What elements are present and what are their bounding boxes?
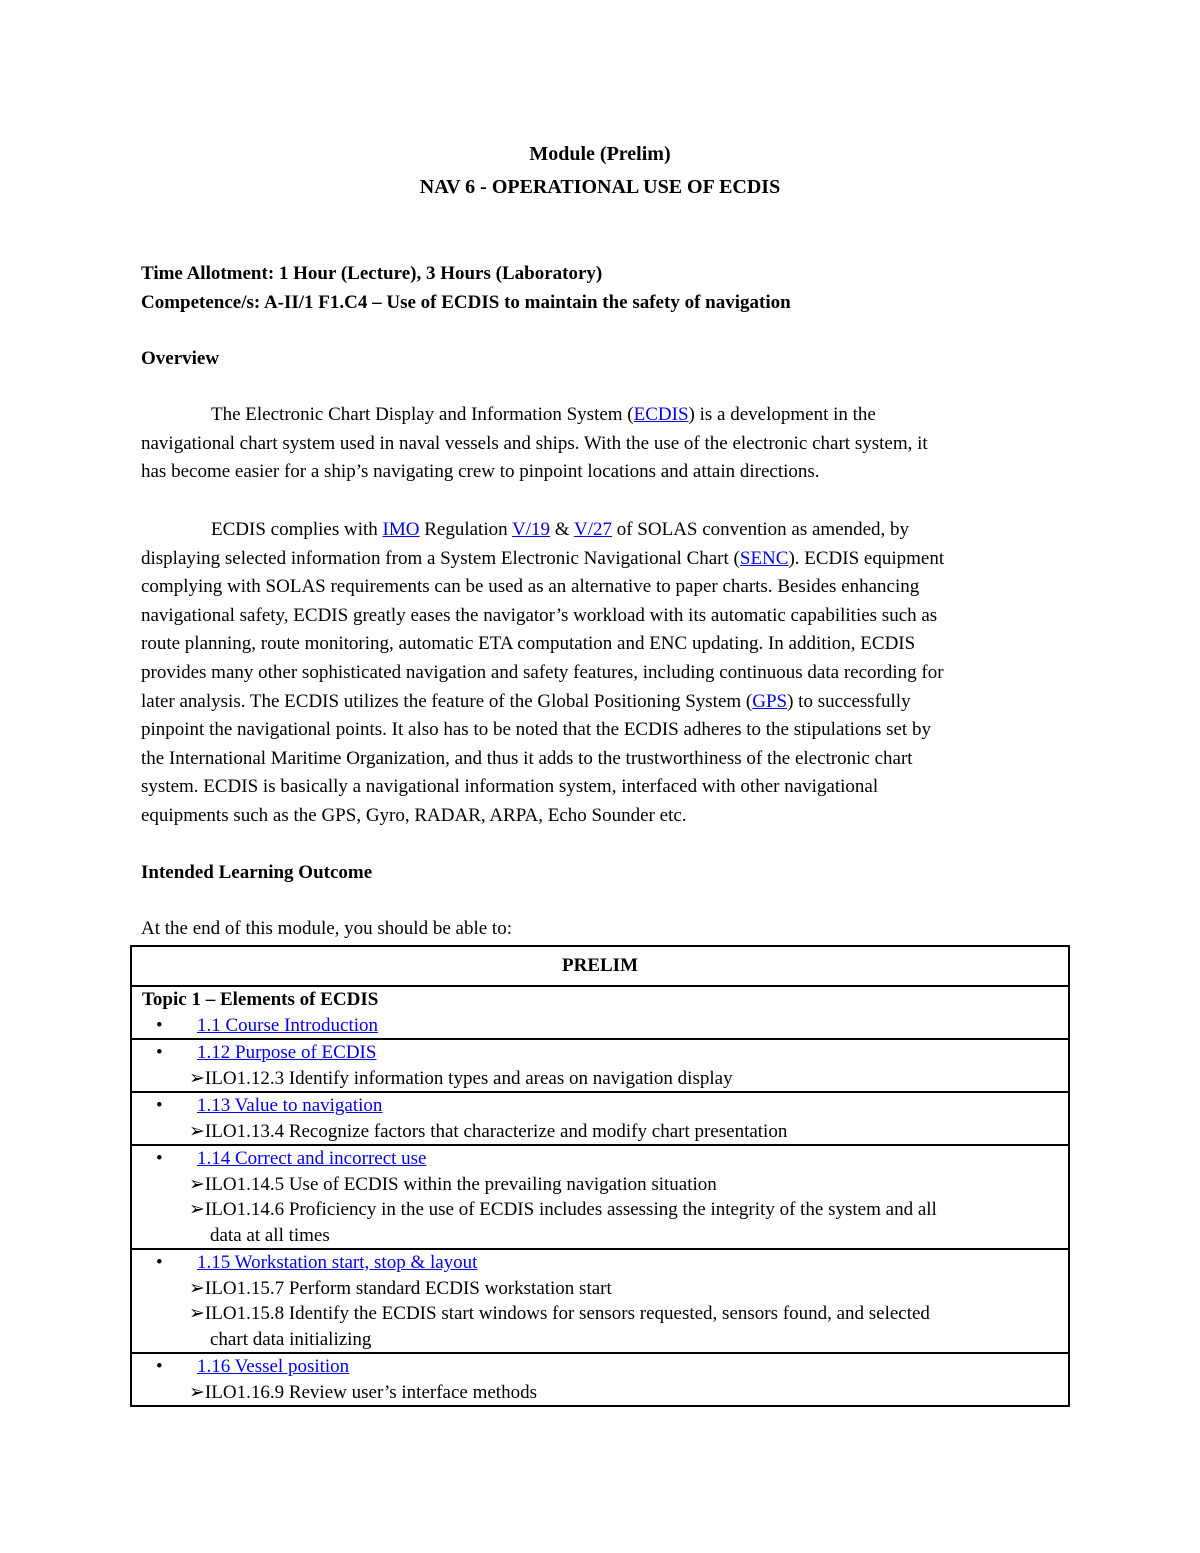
ilo-line <box>189 1301 1058 1327</box>
ilo-heading: Intended Learning Outcome <box>141 862 373 883</box>
ilo-text: ILO1.15.8 Identify the ECDIS start windows for sensors requested, sensors found, and selected <box>204 1303 930 1324</box>
arrow-icon: ➢ <box>189 1120 205 1142</box>
ilo-line <box>189 1172 1058 1198</box>
table-header: PRELIM <box>131 946 1069 986</box>
ilo-text: ILO1.14.5 Use of ECDIS within the prevailing navigation situation <box>204 1173 717 1195</box>
bullet-icon: • <box>156 1148 163 1169</box>
table-cell <box>131 1092 1069 1145</box>
table-cell <box>131 986 1069 1039</box>
ilo-line: chart data initializing <box>210 1328 372 1350</box>
ilo-item <box>142 1380 1058 1406</box>
list-item <box>142 1093 1058 1119</box>
paragraph-line: navigational safety, ECDIS greatly eases the navigator’s workload with its automatic capabilities such as <box>141 604 938 626</box>
list-item <box>142 1040 1058 1066</box>
paragraph-line: route planning, route monitoring, automatic ETA computation and ENC updating. In addition, ECDIS <box>141 633 916 655</box>
ilo-intro: At the end of this module, you should be able to: <box>141 918 512 939</box>
link-1-13[interactable]: 1.13 Value to navigation <box>197 1095 383 1116</box>
table-cell <box>131 1353 1069 1406</box>
link-1-15[interactable]: 1.15 Workstation start, stop & layout <box>197 1252 478 1273</box>
bullet-icon: • <box>156 1014 163 1036</box>
ilo-item <box>142 1276 1058 1302</box>
text-span: ) to successfully <box>787 690 911 712</box>
table-cell <box>131 1145 1069 1249</box>
ilo-line <box>189 1276 1058 1302</box>
ilo-text: ILO1.13.4 Recognize factors that characterize and modify chart presentation <box>204 1120 788 1142</box>
paragraph-line: system. ECDIS is basically a navigational information system, interfaced with other navigational <box>141 776 879 798</box>
link-1-1[interactable]: 1.1 Course Introduction <box>197 1014 379 1036</box>
arrow-icon: ➢ <box>189 1303 205 1324</box>
bullet-icon: • <box>156 1356 163 1377</box>
list-item <box>142 1354 1058 1380</box>
overview-heading: Overview <box>141 348 220 369</box>
ilo-item <box>142 1197 1058 1248</box>
ilo-line <box>189 1380 1058 1406</box>
ecdis-link[interactable]: ECDIS <box>633 404 689 425</box>
paragraph-line <box>141 516 1061 545</box>
bullet-icon: • <box>156 1252 163 1273</box>
paragraph-line: navigational chart system used in naval vessels and ships. With the use of the electronic chart system, it <box>141 432 928 454</box>
ilo-table <box>130 945 1070 1407</box>
text-span: ECDIS complies with <box>211 519 383 540</box>
ilo-line <box>189 1066 1058 1092</box>
bullet-icon: • <box>156 1042 163 1063</box>
ilo-item <box>142 1172 1058 1198</box>
arrow-icon: ➢ <box>189 1381 205 1403</box>
ilo-item <box>142 1066 1058 1092</box>
ilo-item <box>142 1301 1058 1352</box>
ilo-text: ILO1.16.9 Review user’s interface methods <box>204 1381 537 1403</box>
text-span: ) is a development in the <box>688 404 876 425</box>
v19-link[interactable]: V/19 <box>512 519 551 540</box>
arrow-icon: ➢ <box>189 1199 205 1220</box>
imo-link[interactable]: IMO <box>382 519 420 540</box>
link-1-16[interactable]: 1.16 Vessel position <box>197 1356 350 1377</box>
text-span: later analysis. The ECDIS utilizes the feature of the Global Positioning System ( <box>141 690 753 712</box>
paragraph-line: equipments such as the GPS, Gyro, RADAR, ARPA, Echo Sounder etc. <box>141 804 687 826</box>
text-span: of SOLAS convention as amended, by <box>611 519 910 540</box>
paragraph-line: pinpoint the navigational points. It also has to be noted that the ECDIS adheres to the stipulations set by <box>141 719 931 741</box>
ilo-line: data at all times <box>210 1224 330 1246</box>
paragraph-line <box>141 688 1061 717</box>
list-item <box>142 1013 1058 1039</box>
competence: Competence/s: A-II/1 F1.C4 – Use of ECDIS to maintain the safety of navigation <box>141 292 791 313</box>
link-1-14[interactable]: 1.14 Correct and incorrect use <box>197 1148 427 1169</box>
paragraph-line: complying with SOLAS requirements can be used as an alternative to paper charts. Besides enhancing <box>141 576 920 598</box>
paragraph-line <box>141 401 1061 430</box>
text-span: The Electronic Chart Display and Information System ( <box>211 404 634 425</box>
paragraph-line: the International Maritime Organization, and thus it adds to the trustworthiness of the electronic chart <box>141 747 913 769</box>
paragraph-line: has become easier for a ship’s navigating crew to pinpoint locations and attain directions. <box>141 461 820 483</box>
text-span: & <box>550 519 574 540</box>
ilo-item <box>142 1119 1058 1145</box>
table-row <box>131 1249 1069 1353</box>
text-span: ). ECDIS equipment <box>788 547 945 569</box>
link-1-12[interactable]: 1.12 Purpose of ECDIS <box>197 1042 377 1063</box>
bullet-icon: • <box>156 1095 163 1116</box>
list-item <box>142 1146 1058 1172</box>
ilo-text: ILO1.14.6 Proficiency in the use of ECDIS includes assessing the integrity of the system and all <box>204 1199 937 1220</box>
time-allotment: Time Allotment: 1 Hour (Lecture), 3 Hours (Laboratory) <box>141 263 603 284</box>
table-row <box>131 1353 1069 1406</box>
arrow-icon: ➢ <box>189 1277 205 1299</box>
table-row <box>131 1092 1069 1145</box>
paragraph-line <box>141 545 1061 574</box>
table-cell <box>131 1039 1069 1092</box>
senc-link[interactable]: SENC <box>739 547 789 569</box>
table-row <box>131 1039 1069 1092</box>
course-title: NAV 6 - OPERATIONAL USE OF ECDIS <box>419 176 781 198</box>
topic-title: Topic 1 – Elements of ECDIS <box>142 989 379 1010</box>
module-title: Module (Prelim) <box>529 143 671 165</box>
table-row <box>131 986 1069 1039</box>
overview-paragraph-1 <box>141 401 1061 487</box>
arrow-icon: ➢ <box>189 1173 205 1195</box>
text-span: displaying selected information from a System Electronic Navigational Chart ( <box>141 547 740 569</box>
overview-paragraph-2 <box>141 516 1061 831</box>
paragraph-line: provides many other sophisticated navigation and safety features, including continuous data recording for <box>141 661 944 683</box>
ilo-line <box>189 1197 1058 1223</box>
table-cell <box>131 1249 1069 1353</box>
ilo-text: ILO1.15.7 Perform standard ECDIS workstation start <box>204 1277 612 1299</box>
ilo-line <box>189 1119 1058 1145</box>
gps-link[interactable]: GPS <box>752 690 788 712</box>
list-item <box>142 1250 1058 1276</box>
arrow-icon: ➢ <box>189 1067 205 1089</box>
table-row <box>131 1145 1069 1249</box>
v27-link[interactable]: V/27 <box>573 519 612 540</box>
text-span: Regulation <box>419 519 513 540</box>
table-row <box>131 946 1069 986</box>
ilo-text: ILO1.12.3 Identify information types and areas on navigation display <box>204 1067 733 1089</box>
